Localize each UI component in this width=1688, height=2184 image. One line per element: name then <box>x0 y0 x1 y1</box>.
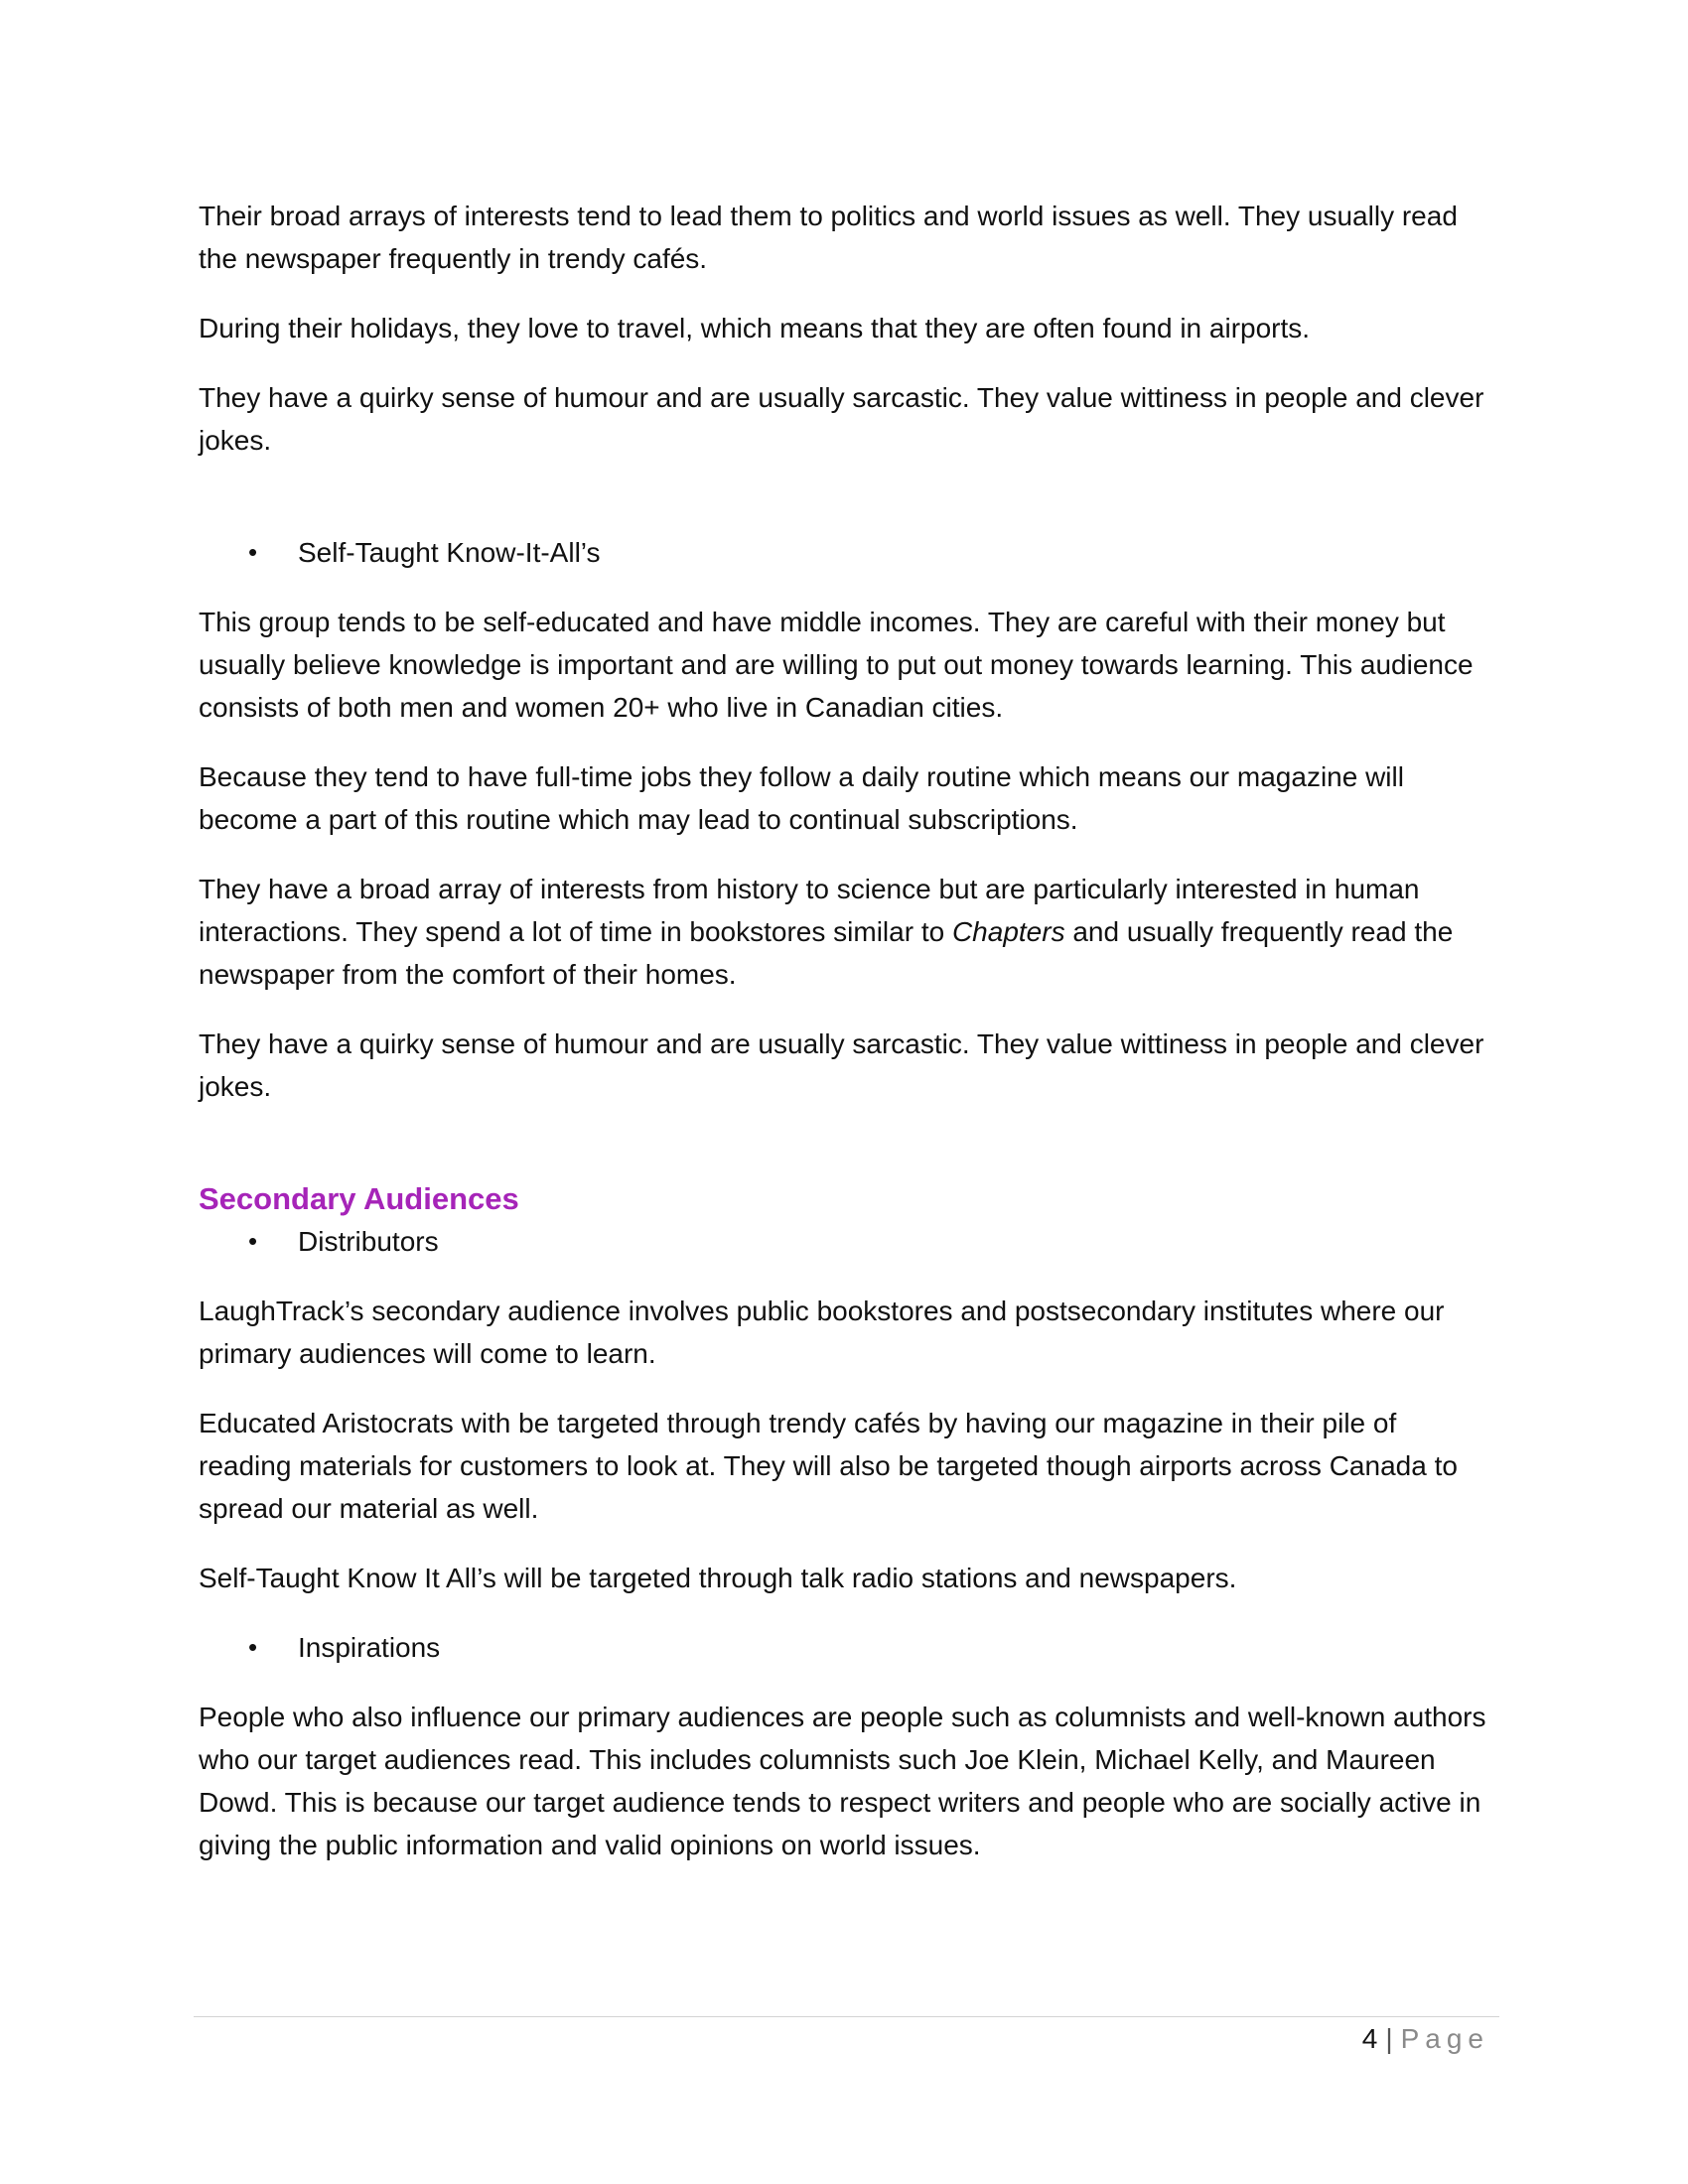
section-heading: Secondary Audiences <box>199 1181 519 1216</box>
page-number: 4 <box>1361 2023 1380 2054</box>
bullet-label: Distributors <box>298 1226 439 1257</box>
italic-title: Chapters <box>951 916 1065 947</box>
page-footer <box>1362 2019 1489 2059</box>
paragraph-holidays: During their holidays, they love to travel, which means that they are often found in airports. <box>199 313 1311 343</box>
text-run: They have a broad array of interests from history to science but are particularly interested in human interactions. They spend a lot of time in bookstores similar to <box>199 874 1420 947</box>
footer-separator: | <box>1385 2023 1395 2054</box>
document-body <box>199 195 1489 1893</box>
bullet-icon: • <box>248 1226 258 1256</box>
bullet-icon: • <box>248 537 258 567</box>
paragraph-distributors-radio: Self-Taught Know It All’s will be targeted through talk radio stations and newspapers. <box>199 1563 1237 1593</box>
spacer <box>199 488 1489 531</box>
bullet-item-distributors <box>199 1220 1489 1263</box>
paragraph-distributors-cafes: Educated Aristocrats with be targeted through trendy cafés by having our magazine in their pile of reading materials for customers to look at. They will also be targeted though airports across Canada to spread our material as well. <box>199 1408 1458 1524</box>
paragraph-self-taught-income: This group tends to be self-educated and have middle incomes. They are careful with their money but usually believe knowledge is important and are willing to put out money towards learning. This audience consists of both men and women 20+ who live in Canadian cities. <box>199 607 1474 723</box>
text-run: and usually frequently read the newspaper from the comfort of their homes. <box>199 916 1454 990</box>
bullet-label: Inspirations <box>298 1632 441 1663</box>
paragraph-self-taught-routine: Because they tend to have full-time jobs they follow a daily routine which means our magazine will become a part of this routine which may lead to continual subscriptions. <box>199 761 1404 835</box>
paragraph-humour: They have a quirky sense of humour and are usually sarcastic. They value wittiness in people and clever jokes. <box>199 382 1484 456</box>
paragraph-distributors-intro: LaughTrack’s secondary audience involves public bookstores and postsecondary institutes where our primary audiences will come to learn. <box>199 1296 1445 1369</box>
bullet-label: Self-Taught Know-It-All’s <box>298 537 601 568</box>
footer-divider <box>194 2016 1499 2017</box>
page-label: Page <box>1400 2023 1489 2054</box>
bullet-icon: • <box>248 1632 258 1662</box>
bullet-item-self-taught <box>199 531 1489 574</box>
paragraph-self-taught-humour: They have a quirky sense of humour and are usually sarcastic. They value wittiness in people and clever jokes. <box>199 1028 1484 1102</box>
paragraph-interests: Their broad arrays of interests tend to lead them to politics and world issues as well. They usually read the newspaper frequently in trendy cafés. <box>199 201 1458 274</box>
spacer <box>199 1135 1489 1177</box>
bullet-item-inspirations <box>199 1626 1489 1669</box>
paragraph-self-taught-interests <box>199 868 1489 996</box>
paragraph-inspirations: People who also influence our primary audiences are people such as columnists and well-known authors who our target audiences read. This includes columnists such Joe Klein, Michael Kelly, and Maureen Dowd. This is because our target audience tends to respect writers and people who are socially active in giving the public information and valid opinions on world issues. <box>199 1702 1486 1860</box>
